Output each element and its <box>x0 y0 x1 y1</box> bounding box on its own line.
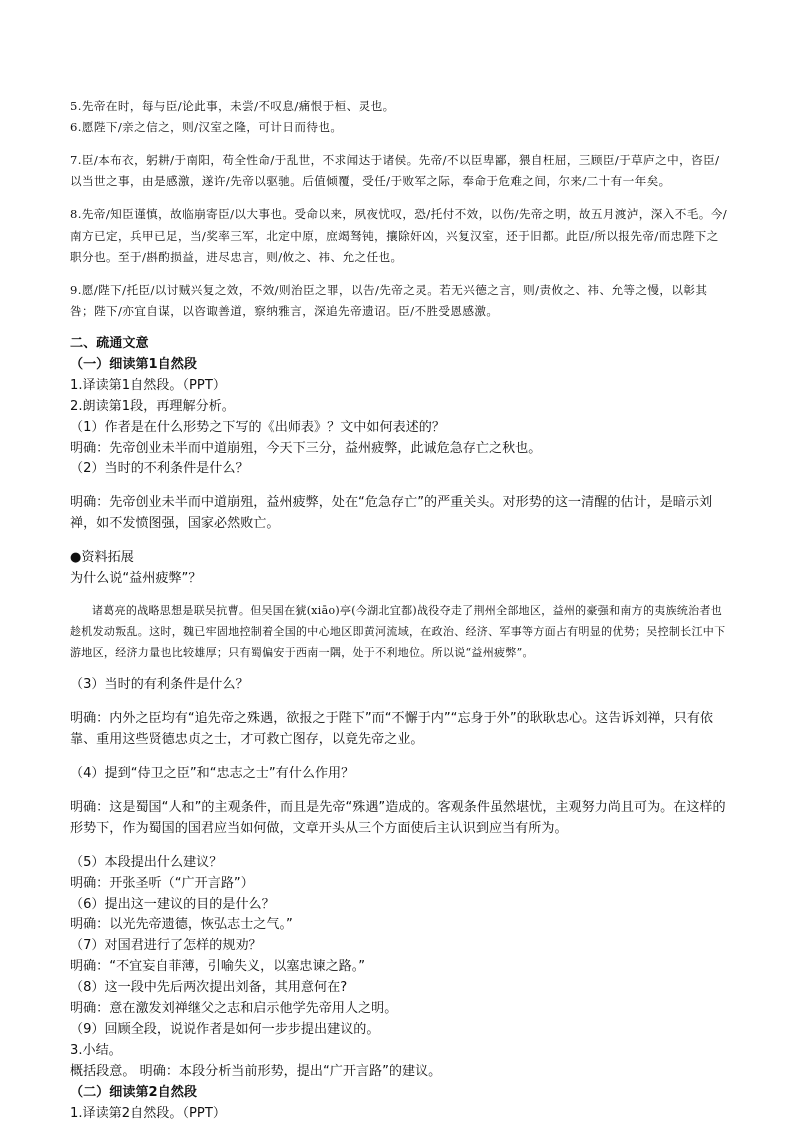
question: （9）回顾全段，说说作者是如何一步步提出建议的。 <box>70 1021 380 1037</box>
passage-paragraph: 7.臣/本布衣，躬耕/于南阳，苟全性命/于乱世，不求闻达于诸侯。先帝/不以臣卑鄙，猥自枉屈，三顾臣/于草庐之中，咨臣/以当世之事，由是感激，遂许/先帝以驱驰。后值倾覆，受任/于败军之际，奉命于危难之间，尔来/二十有一年矣。 <box>70 153 720 189</box>
document-page <box>70 96 730 1125</box>
question: （6）提出这一建议的目的是什么？ <box>70 896 275 912</box>
step-text: 3.小结。 <box>70 1042 122 1058</box>
part-title: （一）细读第1自然段 <box>70 356 197 372</box>
section-title: 二、疏通文意 <box>70 336 149 352</box>
answer: 明确：这是蜀国“人和”的主观条件，而且是先帝“殊遇”造成的。客观条件虽然堪忧，主观努力尚且可为。在这样的形势下，作为蜀国的国君应当如何做，文章开头从三个方面使后主认识到应当有所为。 <box>70 799 726 836</box>
question: （8）这一段中先后两次提出刘备，其用意何在? <box>70 980 348 996</box>
part-title: （二）细读第2自然段 <box>70 1084 197 1100</box>
passage-line: 6.愿陛下/亲之信之，则/汉室之隆，可计日而待也。 <box>70 120 343 135</box>
extension-heading: ●资料拓展 <box>70 550 134 566</box>
step-text: 2.朗读第1段，再理解分析。 <box>70 398 235 414</box>
step-text: 1.译读第2自然段。（PPT） <box>70 1105 226 1121</box>
question: （5）本段提出什么建议？ <box>70 854 223 870</box>
question: （2）当时的不利条件是什么？ <box>70 461 249 477</box>
answer: 明确：以光先帝遗德，恢弘志士之气。” <box>70 917 293 933</box>
question: （7）对国君进行了怎样的规劝？ <box>70 938 262 954</box>
answer: 明确：开张圣听（“广开言路”） <box>70 875 254 891</box>
step-text: 1.译读第1自然段。（PPT） <box>70 377 226 393</box>
passage-line: 5.先帝在时，每与臣/论此事，未尝/不叹息/痛恨于桓、灵也。 <box>70 99 395 113</box>
passage-paragraph: 9.愿/陛下/托臣/以讨贼兴复之效，不效/则治臣之罪，以告/先帝之灵。若无兴德之言，则/责攸之、祎、允等之慢，以彰其咎；陛下/亦宜自谋，以咨诹善道，察纳雅言，深追先帝遗诏。臣/不胜受恩感激。 <box>70 282 708 319</box>
answer: 明确：先帝创业未半而中道崩殂，今天下三分，益州疲弊，此诚危急存亡之秋也。 <box>70 440 542 456</box>
summary-text: 概括段意。 明确：本段分析当前形势，提出“广开言路”的建议。 <box>70 1063 442 1079</box>
answer: 明确：意在激发刘禅继父之志和启示他学先帝用人之明。 <box>70 1001 398 1017</box>
extension-question: 为什么说“益州疲弊”？ <box>70 571 202 587</box>
answer: 明确：“不宜妄自菲薄，引喻失义，以塞忠谏之路。” <box>70 959 366 975</box>
question: （1）作者是在什么形势之下写的《出师表》？文中如何表述的？ <box>70 419 445 435</box>
passage-block <box>70 96 730 322</box>
passage-paragraph: 8.先帝/知臣谨慎，故临崩寄臣/以大事也。受命以来，夙夜忧叹，恐/托付不效，以伤/先帝之明，故五月渡泸，深入不毛。今/南方已定，兵甲已足，当/奖率三军，北定中原，庶竭驽钝，攘除奸凶，兴复汉室，还于旧都。此臣/所以报先帝/而忠陛下之职分也。至于/斟酌损益，进尽忠言，则/攸之、祎、允之任也。 <box>70 207 728 264</box>
answer: 明确：内外之臣均有“追先帝之殊遇，欲报之于陛下”而“不懈于内”“忘身于外”的耿耿忠心。这告诉刘禅，只有依靠、重用这些贤德忠贞之士，才可救亡图存，以竟先帝之业。 <box>70 710 714 747</box>
question: （3）当时的有利条件是什么？ <box>70 676 249 692</box>
extension-text: 诸葛亮的战略思想是联吴抗曹。但吴国在猇(xiāo)亭(今湖北宜都)战役夺走了荆州全部地区，益州的豪强和南方的夷族统治者也趁机发动叛乱。这时，魏已牢固地控制着全国的中心地区即黄河流域，在政治、经济、军事等方面占有明显的优势；吴控制长江中下游地区，经济力量也比较雄厚；只有蜀偏安于西南一隅，处于不利地位。所以说“益州疲弊”。 <box>70 604 726 660</box>
question: （4）提到“侍卫之臣”和“忠志之士”有什么作用？ <box>70 765 355 781</box>
answer: 明确：先帝创业未半而中道崩殂，益州疲弊，处在“危急存亡”的严重关头。对形势的这一清醒的估计，是暗示刘禅，如不发愤图强，国家必然败亡。 <box>70 495 713 532</box>
